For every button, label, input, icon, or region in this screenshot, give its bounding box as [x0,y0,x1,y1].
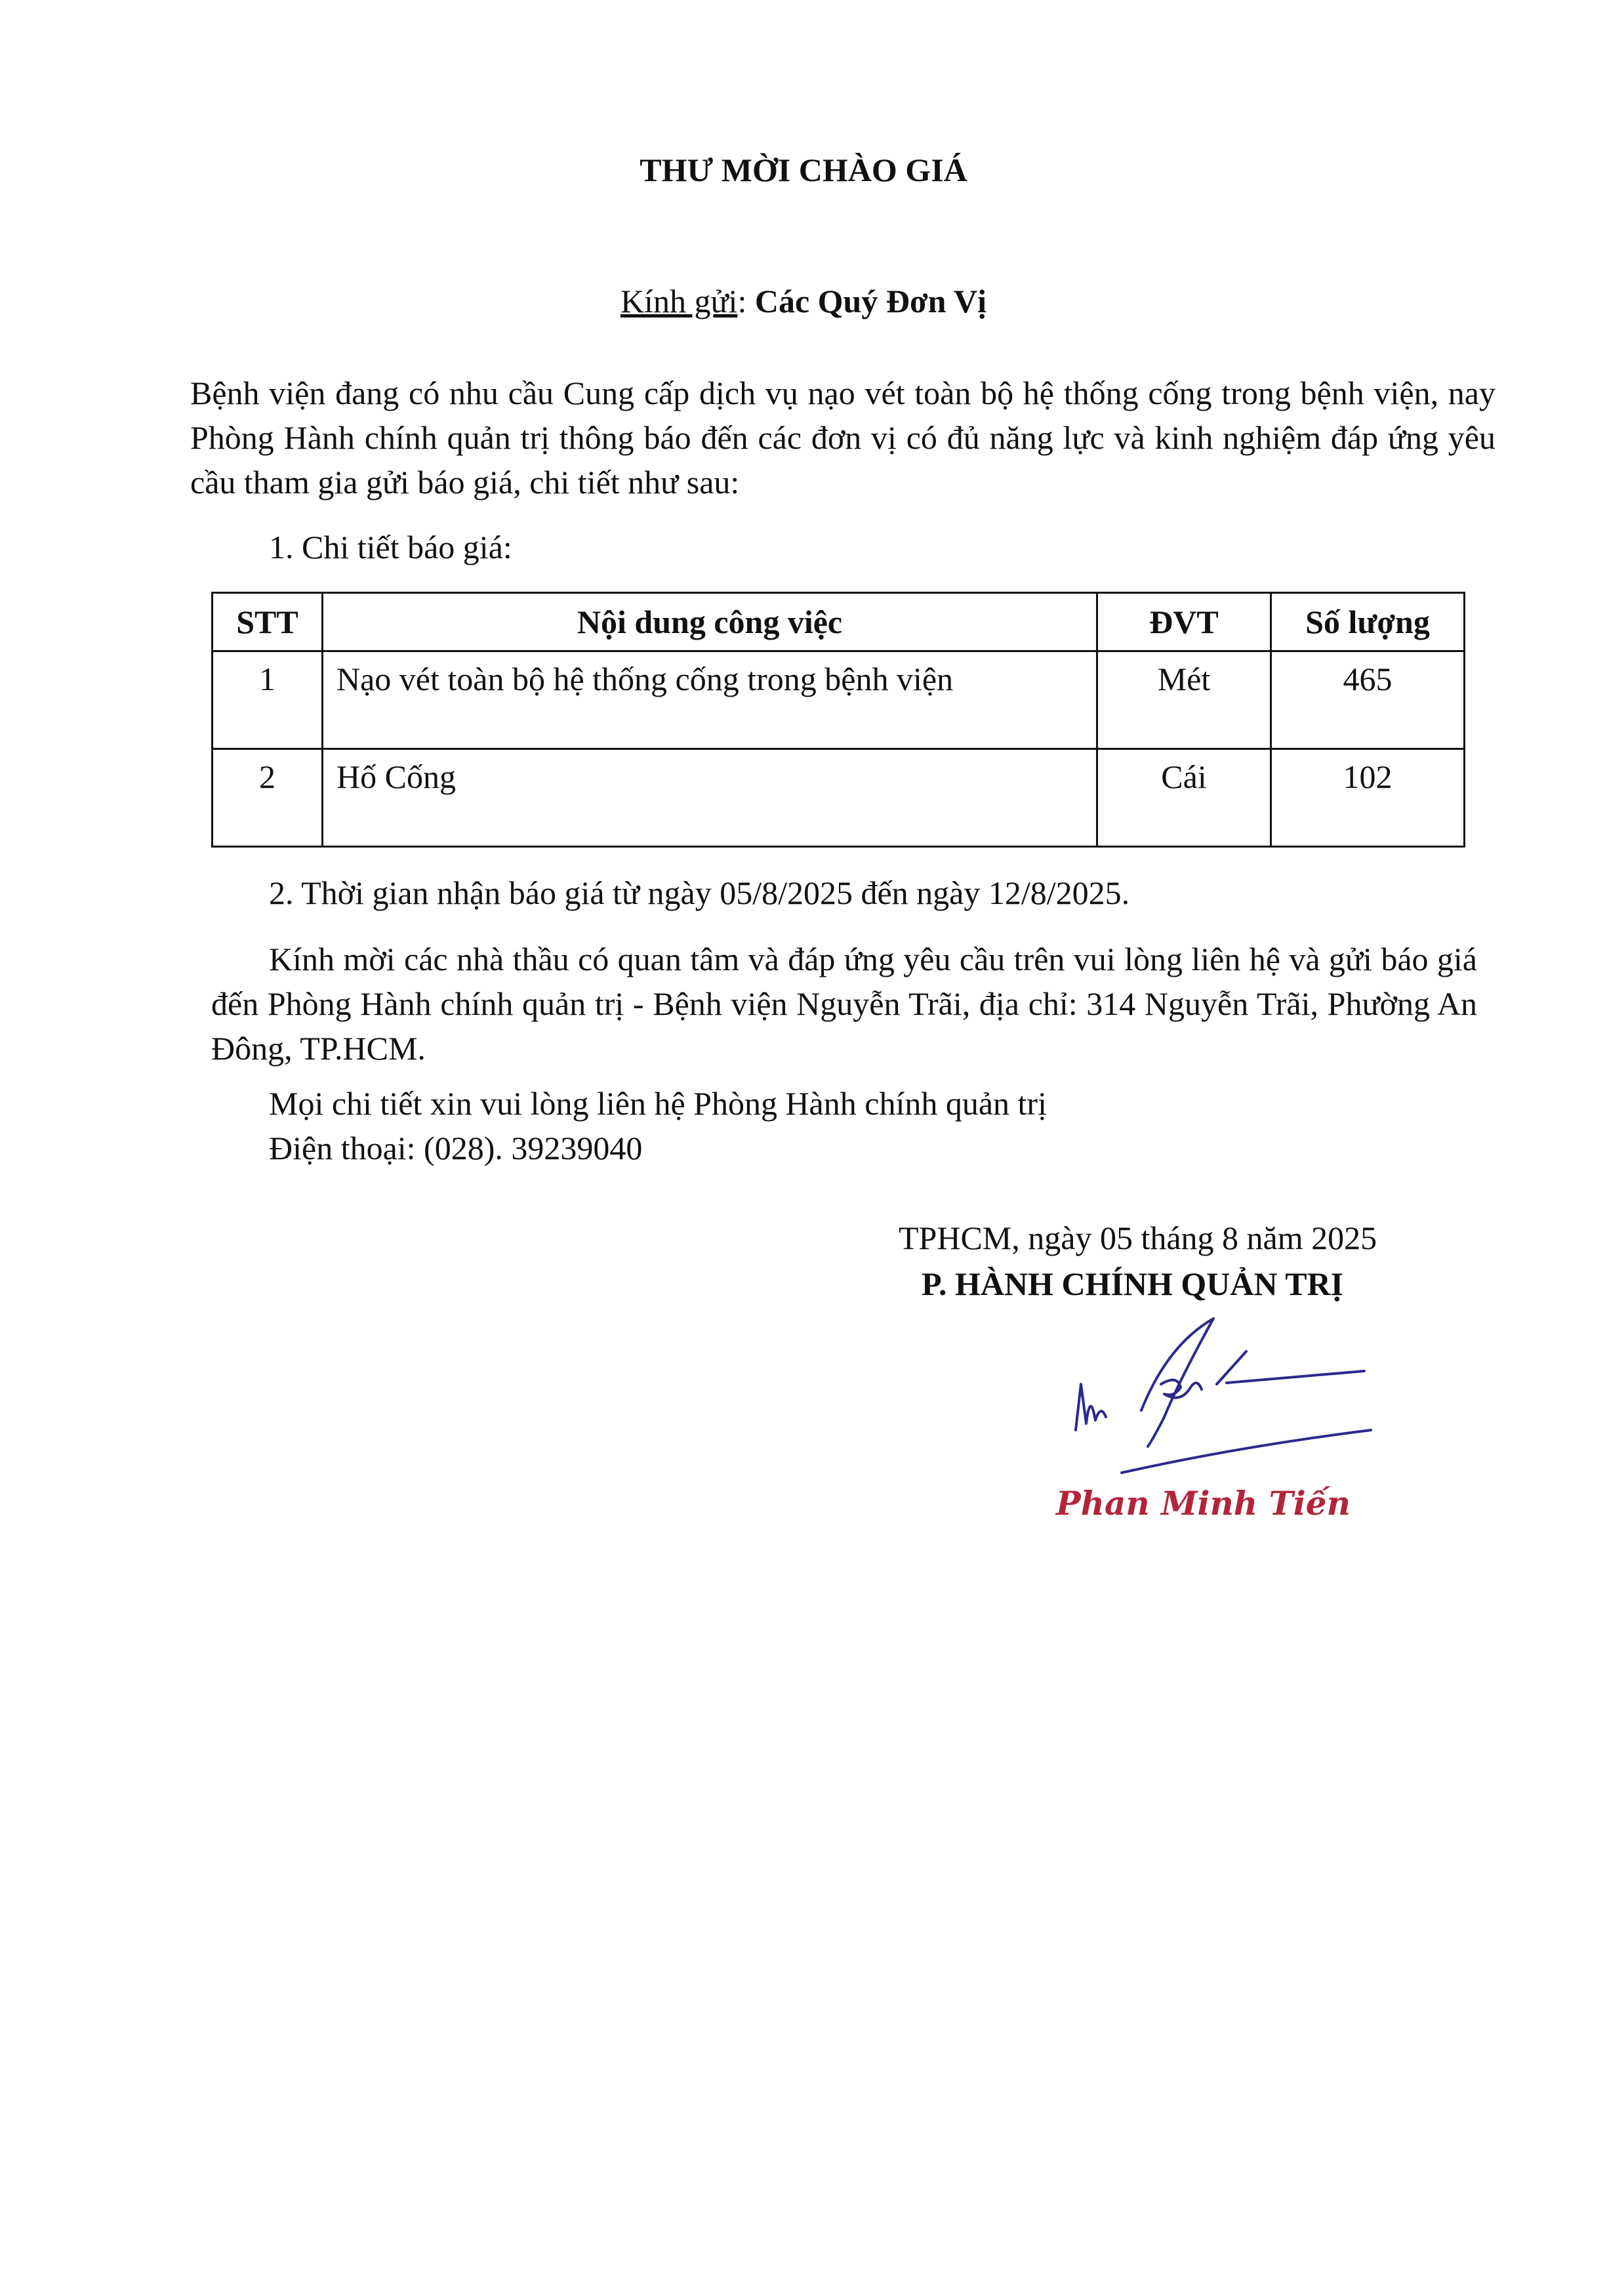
intro-paragraph: Bệnh viện đang có nhu cầu Cung cấp dịch vụ nạo vét toàn bộ hệ thống cống trong bệnh viện, nay Phòng Hành chính quản trị thông báo đến các đơn vị có đủ năng lực và kinh nghiệm đáp ứng yêu cầu tham gia gửi báo giá, chi tiết như sau: [190,375,1495,501]
table-row [213,651,1465,749]
document-title: THƯ MỜI CHÀO GIÁ [640,152,967,188]
invite-paragraph: Kính mời các nhà thầu có quan tâm và đáp ứng yêu cầu trên vui lòng liên hệ và gửi báo giá đến Phòng Hành chính quản trị - Bệnh viện Nguyễn Trãi, địa chỉ: 314 Nguyễn Trãi, Phường An Đông, TP.HCM. [211,941,1477,1067]
cell-quantity: 465 [1271,651,1465,749]
greeting-line [0,282,1607,320]
signer-name: Phan Minh Tiến [1056,1484,1351,1523]
cell-stt: 1 [213,651,323,749]
cell-unit: Cái [1097,749,1271,847]
contact-line: Mọi chi tiết xin vui lòng liên hệ Phòng Hành chính quản trị [269,1085,1047,1122]
header-content: Nội dung công việc [323,593,1097,651]
header-stt: STT [213,593,323,651]
table-row [213,749,1465,847]
header-quantity: Số lượng [1271,593,1465,651]
header-unit: ĐVT [1097,593,1271,651]
greeting-recipient: Các Quý Đơn Vị [754,283,987,319]
cell-content: Nạo vét toàn bộ hệ thống cống trong bệnh viện [323,651,1097,749]
cell-stt: 2 [213,749,323,847]
section-deadline: 2. Thời gian nhận báo giá từ ngày 05/8/2025 đến ngày 12/8/2025. [269,874,1130,911]
contact-block [269,1081,1047,1170]
office-name: P. HÀNH CHÍNH QUẢN TRỊ [922,1265,1344,1302]
section-quote-details-heading: 1. Chi tiết báo giá: [269,529,512,565]
table-header-row [213,593,1465,651]
signature-image [1049,1305,1417,1476]
greeting-label: Kính gửi [620,283,738,319]
phone-line: Điện thoại: (028). 39239040 [269,1130,643,1166]
cell-quantity: 102 [1271,749,1465,847]
cell-content: Hố Cống [323,749,1097,847]
greeting-colon: : [737,283,747,319]
cell-unit: Mét [1097,651,1271,749]
quote-table [211,592,1465,848]
date-line: TPHCM, ngày 05 tháng 8 năm 2025 [899,1220,1377,1256]
